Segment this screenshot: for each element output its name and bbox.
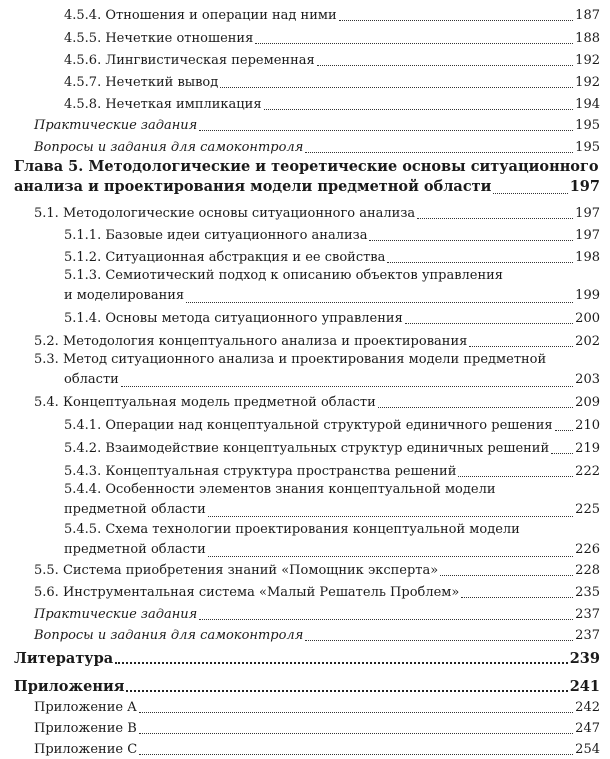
- toc-entry[interactable]: [34, 742, 600, 758]
- toc-entry[interactable]: [64, 8, 600, 24]
- toc-entry-title: 5.4.1. Операции над концептуальной структурой единичного решения: [64, 418, 553, 433]
- toc-entry[interactable]: [34, 721, 600, 737]
- toc-leader-dots: [139, 727, 573, 734]
- toc-leader-dots: [417, 212, 573, 219]
- toc-entry-title-continued: и моделирования: [64, 288, 185, 303]
- toc-entry[interactable]: [64, 250, 600, 266]
- toc-entry-title: 5.1.4. Основы метода ситуационного управления: [64, 311, 403, 326]
- toc-entry-title-continued: предметной области: [64, 542, 206, 557]
- toc-page-number: 222: [575, 464, 600, 479]
- toc-leader-dots: [378, 401, 573, 408]
- toc-entry-title: Вопросы и задания для самоконтроля: [34, 628, 304, 643]
- toc-entry-title: 5.1.1. Базовые идеи ситуационного анализа: [64, 228, 368, 243]
- toc-chapter-entry[interactable]: [14, 157, 600, 197]
- toc-leader-dots: [199, 613, 573, 620]
- toc-entry[interactable]: [34, 628, 600, 644]
- toc-leader-dots: [339, 14, 574, 21]
- toc-entry-title: 4.5.5. Нечеткие отношения: [64, 31, 254, 46]
- toc-leader-dots: [469, 340, 573, 347]
- toc-page-number: 225: [575, 502, 600, 517]
- toc-entry[interactable]: [64, 520, 600, 560]
- toc-entry-title: Приложение B: [34, 721, 137, 736]
- toc-leader-dots: [305, 634, 573, 641]
- toc-leader-dots: [458, 470, 573, 477]
- toc-page-number: 194: [575, 97, 600, 112]
- toc-page-number: 187: [575, 8, 600, 23]
- toc-entry-title: 5.1. Методологические основы ситуационного анализа: [34, 206, 416, 221]
- toc-leader-dots: [186, 296, 573, 303]
- toc-entry-title: 5.4. Концептуальная модель предметной области: [34, 395, 376, 410]
- toc-page-number: 188: [575, 31, 600, 46]
- toc-entry-title: Приложения: [14, 678, 125, 695]
- toc-entry-title: 4.5.7. Нечеткий вывод: [64, 75, 219, 90]
- toc-leader-dots: [139, 706, 574, 713]
- toc-entry-title: 5.6. Инструментальная система «Малый Решатель Проблем»: [34, 585, 460, 600]
- toc-leader-dots: [493, 187, 567, 194]
- toc-entry[interactable]: [34, 700, 600, 716]
- toc-entry[interactable]: [64, 441, 600, 457]
- toc-leader-dots: [208, 550, 573, 557]
- toc-entry[interactable]: [64, 31, 600, 47]
- toc-entry[interactable]: [34, 334, 600, 350]
- toc-leader-dots: [461, 591, 573, 598]
- toc-leader-dots: [405, 317, 573, 324]
- toc-entry-title: 5.4.3. Концептуальная структура пространства решений: [64, 464, 457, 479]
- toc-leader-dots: [317, 59, 573, 66]
- toc-leader-dots: [369, 234, 573, 241]
- toc-entry[interactable]: [64, 75, 600, 91]
- toc-leader-dots: [387, 256, 573, 263]
- toc-page-number: 203: [575, 372, 600, 387]
- toc-page-number: 228: [575, 563, 600, 578]
- toc-entry-title: 5.3. Метод ситуационного анализа и проектирования модели предметной: [34, 352, 547, 367]
- toc-entry-title: Приложение A: [34, 700, 137, 715]
- toc-entry[interactable]: [34, 140, 600, 156]
- toc-page-number: 202: [575, 334, 600, 349]
- toc-entry[interactable]: [34, 395, 600, 411]
- toc-leader-dots: [126, 684, 567, 692]
- toc-page-number: 254: [575, 742, 600, 757]
- toc-entry[interactable]: [34, 563, 600, 579]
- toc-entry-title: 5.5. Система приобретения знаний «Помощник эксперта»: [34, 563, 439, 578]
- toc-entry-title: Вопросы и задания для самоконтроля: [34, 140, 304, 155]
- toc-page-number: 242: [575, 700, 600, 715]
- toc-leader-dots: [121, 380, 573, 387]
- toc-entry-title: 4.5.8. Нечеткая импликация: [64, 97, 262, 112]
- toc-page-number: 239: [569, 650, 600, 667]
- toc-page-number: 199: [575, 288, 600, 303]
- toc-chapter-entry[interactable]: [14, 679, 600, 695]
- toc-chapter-entry[interactable]: [14, 651, 600, 667]
- toc-entry[interactable]: [34, 206, 600, 222]
- toc-entry-title: Приложение C: [34, 742, 138, 757]
- toc-entry-title: Глава 5. Методологические и теоретические основы ситуационного: [14, 158, 599, 175]
- toc-page-number: 195: [575, 118, 600, 133]
- toc-entry-title: 5.4.4. Особенности элементов знания концептуальной модели: [64, 482, 496, 497]
- toc-leader-dots: [255, 37, 573, 44]
- toc-page-number: 195: [575, 140, 600, 155]
- toc-page-number: 200: [575, 311, 600, 326]
- toc-page-number: 219: [575, 441, 600, 456]
- toc-entry-title: Практические задания: [34, 607, 198, 622]
- toc-page-number: 235: [575, 585, 600, 600]
- toc-entry[interactable]: [34, 607, 600, 623]
- toc-entry[interactable]: [64, 464, 600, 480]
- toc-page-number: 210: [575, 418, 600, 433]
- toc-leader-dots: [208, 510, 573, 517]
- toc-entry[interactable]: [64, 480, 600, 520]
- toc-entry[interactable]: [34, 118, 600, 134]
- toc-page-number: 198: [575, 250, 600, 265]
- toc-entry[interactable]: [64, 97, 600, 113]
- toc-entry[interactable]: [64, 266, 600, 306]
- toc-leader-dots: [115, 656, 568, 664]
- toc-entry-title: Литература: [14, 650, 114, 667]
- toc-page-number: 192: [575, 75, 600, 90]
- toc-entry-title: 4.5.4. Отношения и операции над ними: [64, 8, 337, 23]
- toc-entry[interactable]: [64, 53, 600, 69]
- toc-page-number: 226: [575, 542, 600, 557]
- toc-page-number: 197: [569, 178, 600, 195]
- toc-leader-dots: [555, 424, 574, 431]
- toc-entry-title: 5.1.3. Семиотический подход к описанию объектов управления: [64, 268, 504, 283]
- toc-entry[interactable]: [64, 418, 600, 434]
- toc-page-number: 237: [575, 628, 600, 643]
- toc-entry-title-continued: области: [64, 372, 119, 387]
- toc-leader-dots: [139, 748, 573, 755]
- toc-page-number: 247: [575, 721, 600, 736]
- toc-entry[interactable]: [34, 350, 600, 390]
- toc-page-number: 197: [575, 228, 600, 243]
- toc-entry-title: 5.2. Методология концептуального анализа и проектирования: [34, 334, 468, 349]
- toc-page-number: 192: [575, 53, 600, 68]
- toc-entry-title: 4.5.6. Лингвистическая переменная: [64, 53, 315, 68]
- toc-page-number: 241: [569, 678, 600, 695]
- toc-entry-title-continued: предметной области: [64, 502, 206, 517]
- toc-entry-title: Практические задания: [34, 118, 198, 133]
- toc-leader-dots: [305, 146, 573, 153]
- toc-entry-title: 5.1.2. Ситуационная абстракция и ее свойства: [64, 250, 386, 265]
- toc-leader-dots: [440, 569, 573, 576]
- toc-entry-title-continued: анализа и проектирования модели предметной области: [14, 178, 492, 195]
- toc-entry[interactable]: [64, 228, 600, 244]
- toc-leader-dots: [220, 81, 573, 88]
- toc-leader-dots: [551, 447, 573, 454]
- toc-entry-title: 5.4.5. Схема технологии проектирования концептуальной модели: [64, 522, 520, 537]
- toc-entry-title: 5.4.2. Взаимодействие концептуальных структур единичных решений: [64, 441, 550, 456]
- toc-leader-dots: [264, 103, 574, 110]
- toc-entry[interactable]: [64, 311, 600, 327]
- toc-page-number: 237: [575, 607, 600, 622]
- toc-entry[interactable]: [34, 585, 600, 601]
- toc-leader-dots: [199, 124, 573, 131]
- toc-page-number: 197: [575, 206, 600, 221]
- toc-page-number: 209: [575, 395, 600, 410]
